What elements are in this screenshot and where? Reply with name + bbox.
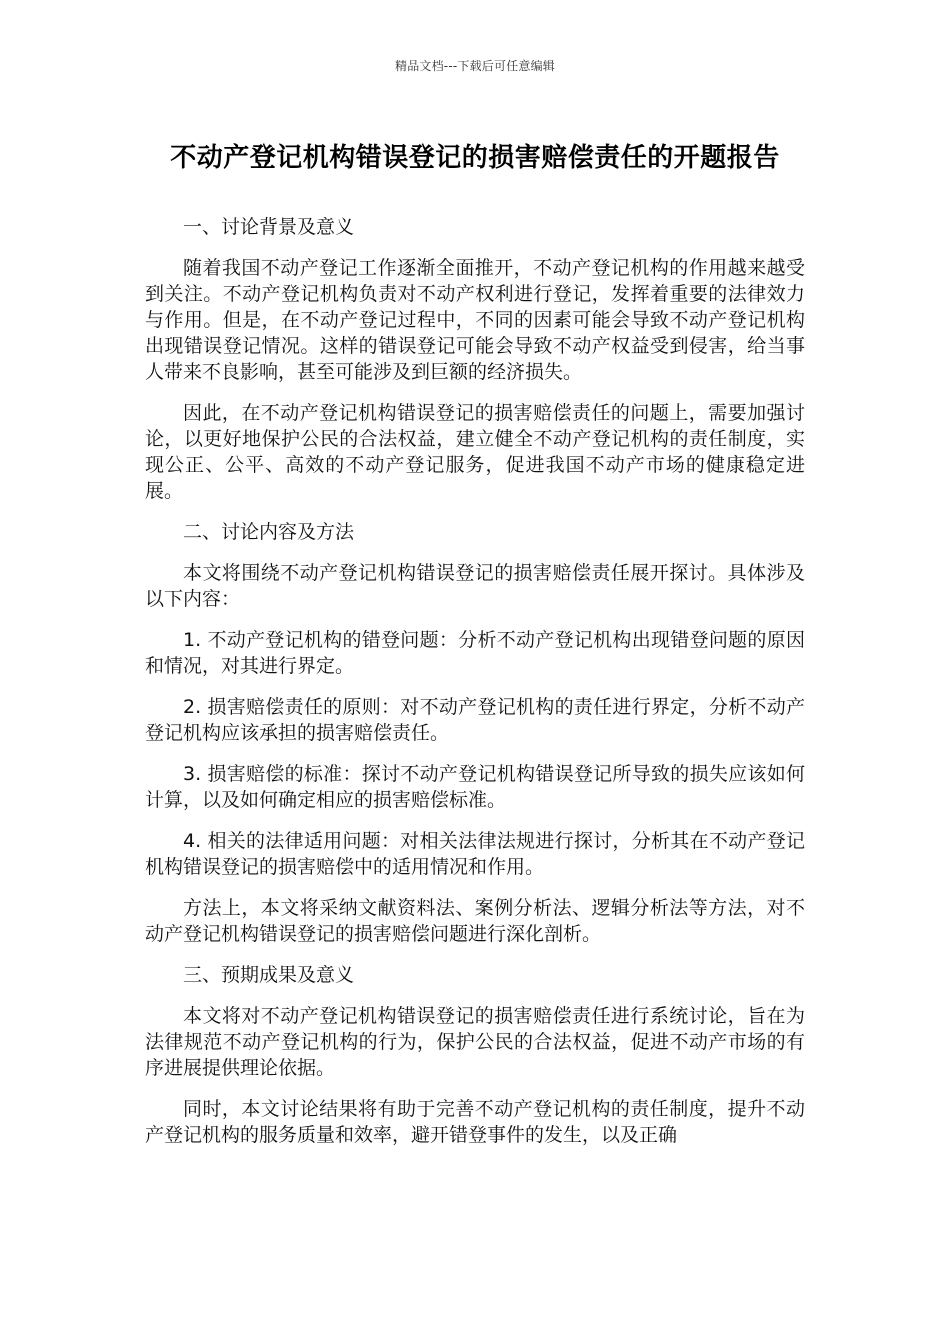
list-item: 3. 损害赔偿的标准：探讨不动产登记机构错误登记所导致的损失应该如何计算，以及如何确定相应的损害赔偿标准。 xyxy=(145,763,805,811)
document-body xyxy=(145,214,805,1163)
list-item: 2. 损害赔偿责任的原则：对不动产登记机构的责任进行界定，分析不动产登记机构应该承担的损害赔偿责任。 xyxy=(145,696,805,744)
document-title: 不动产登记机构错误登记的损害赔偿责任的开题报告 xyxy=(170,143,780,173)
paragraph: 方法上，本文将采纳文献资料法、案例分析法、逻辑分析法等方法，对不动产登记机构错误登记的损害赔偿问题进行深化剖析。 xyxy=(145,897,805,945)
section-heading: 二、讨论内容及方法 xyxy=(183,521,355,543)
paragraph: 本文将围绕不动产登记机构错误登记的损害赔偿责任展开探讨。具体涉及以下内容： xyxy=(145,562,805,610)
section-heading: 一、讨论背景及意义 xyxy=(183,216,355,238)
section-heading: 三、预期成果及意义 xyxy=(183,964,355,986)
header-note: 精品文档---下载后可任意编辑 xyxy=(395,59,555,73)
paragraph: 因此，在不动产登记机构错误登记的损害赔偿责任的问题上，需要加强讨论，以更好地保护公民的合法权益，建立健全不动产登记机构的责任制度，实现公正、公平、高效的不动产登记服务，促进我国不动产市场的健康稳定进展。 xyxy=(145,402,805,502)
paragraph: 本文将对不动产登记机构错误登记的损害赔偿责任进行系统讨论，旨在为法律规范不动产登记机构的行为，保护公民的合法权益，促进不动产市场的有序进展提供理论依据。 xyxy=(145,1005,805,1079)
paragraph: 同时，本文讨论结果将有助于完善不动产登记机构的责任制度，提升不动产登记机构的服务质量和效率，避开错登事件的发生，以及正确 xyxy=(145,1098,805,1146)
list-item: 4. 相关的法律适用问题：对相关法律法规进行探讨，分析其在不动产登记机构错误登记的损害赔偿中的适用情况和作用。 xyxy=(145,830,805,878)
list-item: 1. 不动产登记机构的错登问题：分析不动产登记机构出现错登问题的原因和情况，对其进行界定。 xyxy=(145,629,805,677)
paragraph: 随着我国不动产登记工作逐渐全面推开，不动产登记机构的作用越来越受到关注。不动产登记机构负责对不动产权利进行登记，发挥着重要的法律效力与作用。但是，在不动产登记过程中，不同的因素可能会导致不动产登记机构出现错误登记情况。这样的错误登记可能会导致不动产权益受到侵害，给当事人带来不良影响，甚至可能涉及到巨额的经济损失。 xyxy=(145,257,805,383)
